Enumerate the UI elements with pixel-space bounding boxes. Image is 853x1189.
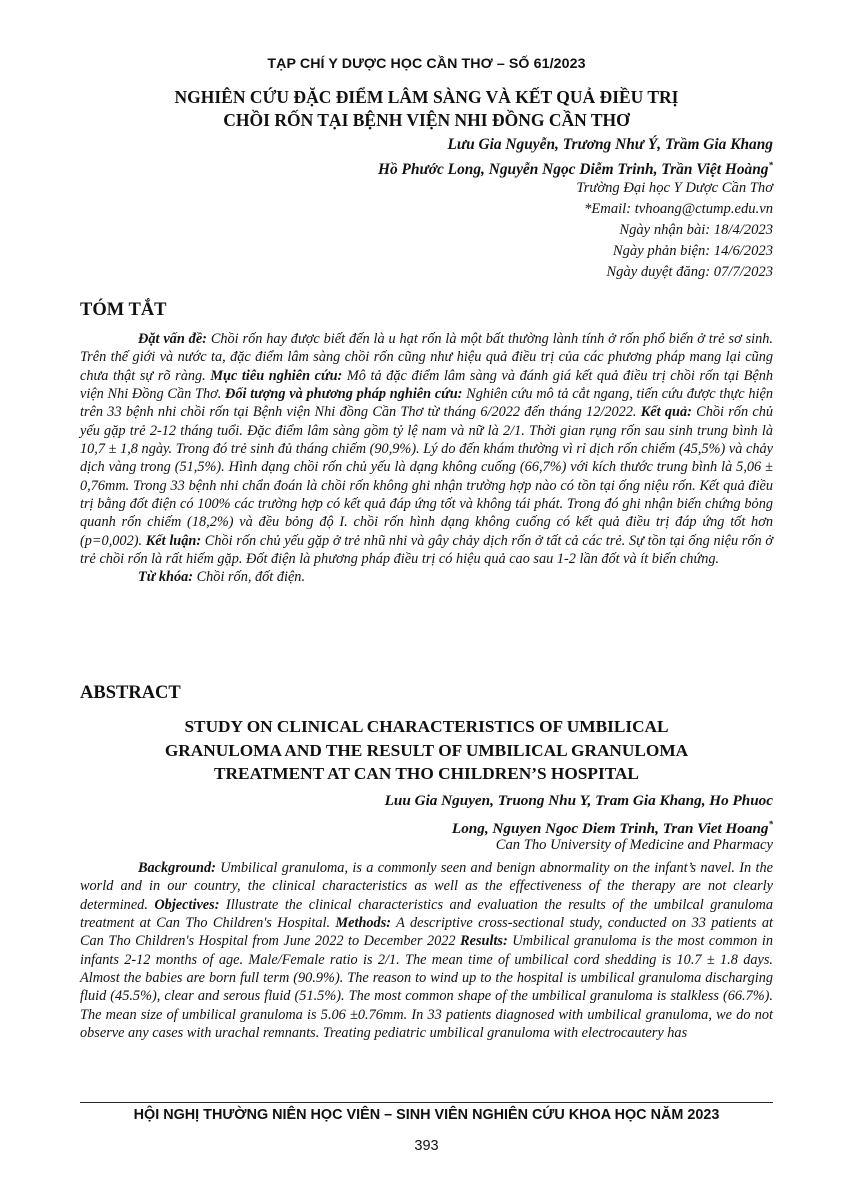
methods-label-en: Methods: xyxy=(335,915,392,932)
keywords-text-vi: Chồi rốn, đốt điện. xyxy=(193,569,306,586)
authors-vi-line-2 xyxy=(378,155,773,180)
authors-vi-line-2-text: Hồ Phước Long, Nguyễn Ngọc Diễm Trinh, Trần Việt Hoàng xyxy=(378,161,769,179)
title-en-line-1: STUDY ON CLINICAL CHARACTERISTICS OF UMBILICAL xyxy=(184,717,669,736)
results-label-en: Results: xyxy=(460,933,508,950)
title-vi-line-1: NGHIÊN CỨU ĐẶC ĐIỂM LÂM SÀNG VÀ KẾT QUẢ ĐIỀU TRỊ xyxy=(174,87,679,107)
article-title-vietnamese xyxy=(80,86,773,132)
authors-en-line-2 xyxy=(213,813,773,841)
title-en-line-3: TREATMENT AT CAN THO CHILDREN’S HOSPITAL xyxy=(214,764,639,783)
article-title-english xyxy=(80,715,773,786)
keywords-label-vi: Từ khóa: xyxy=(138,569,194,586)
abstract-vi-body xyxy=(80,330,773,587)
abstract-vi-heading: TÓM TẮT xyxy=(80,300,167,320)
abstract-vi-paragraph xyxy=(80,330,773,568)
objectives-label-en: Objectives: xyxy=(154,896,220,913)
conclusion-text-vi: Chồi rốn chủ yếu gặp ở trẻ nhũ nhi và gây chảy dịch rốn ở tất cả các trẻ. Sự tồn tại ống niệu rốn ở trẻ chồi rốn là rất hiếm gặp. Đốt điện là phương pháp điều trị có hiệu quả cao sau 1-2 lần đốt và ít biến chứng. xyxy=(80,532,773,568)
background-label-en: Background: xyxy=(138,860,216,876)
date-received: Ngày nhận bài: 18/4/2023 xyxy=(619,222,773,238)
keywords-vi xyxy=(80,568,773,586)
objectives-label-vi: Mục tiêu nghiên cứu: xyxy=(210,367,343,384)
authors-en-line-2-text: Long, Nguyen Ngoc Diem Trinh, Tran Viet Hoang xyxy=(451,819,769,837)
conference-footer: HỘI NGHỊ THƯỜNG NIÊN HỌC VIÊN – SINH VIÊN NGHIÊN CỨU KHOA HỌC NĂM 2023 xyxy=(133,1107,720,1123)
authors-vietnamese xyxy=(378,134,773,180)
abstract-en-body xyxy=(80,859,773,1042)
methods-text-vi: Nghiên cứu mô tả cắt ngang, tiến cứu được thực hiện trên 33 bệnh nhi chồi rốn tại Bệnh viện Nhi đồng Cần Thơ từ tháng 6/2022 đến tháng 12/2022. xyxy=(80,386,773,421)
abstract-en-heading: ABSTRACT xyxy=(80,683,181,703)
methods-label-vi: Đối tượng và phương pháp nghiên cứu: xyxy=(225,386,463,403)
title-en-line-2: GRANULOMA AND THE RESULT OF UMBILICAL GRANULOMA xyxy=(164,740,689,760)
corresponding-author-mark-en: * xyxy=(768,818,773,829)
authors-vi-line-1: Lưu Gia Nguyễn, Trương Như Ý, Trầm Gia Khang xyxy=(447,136,773,153)
title-vi-line-2: CHỒI RỐN TẠI BỆNH VIỆN NHI ĐỒNG CẦN THƠ xyxy=(223,110,630,130)
affiliation-vi: Trường Đại học Y Dược Cần Thơ xyxy=(576,180,773,196)
corresponding-email: *Email: tvhoang@ctump.edu.vn xyxy=(584,201,773,217)
objectives-text-vi: Mô tả đặc điểm lâm sàng và đánh giá kết quả điều trị chồi rốn tại Bệnh viện Nhi Đồng Cần Thơ. xyxy=(80,367,773,403)
methods-text-en: A descriptive cross-sectional study, conducted on 33 patients at Can Tho Children's Hospital from June 2022 to December 2022 xyxy=(80,915,773,950)
affiliation-en: Can Tho University of Medicine and Pharmacy xyxy=(495,837,773,853)
conclusion-label-vi: Kết luận: xyxy=(145,532,202,549)
background-text-vi: Chồi rốn hay được biết đến là u hạt rốn là một bất thường lành tính ở rốn phổ biến ở trẻ sơ sinh. Trên thế giới và nước ta, đặc điểm lâm sàng chồi rốn cũng như hiệu quả điều trị của các phương pháp mang lại cũng chưa thật sự rõ ràng. xyxy=(80,331,774,384)
affiliation-block xyxy=(576,178,773,283)
corresponding-author-mark: * xyxy=(768,160,773,170)
date-reviewed: Ngày phản biện: 14/6/2023 xyxy=(612,243,773,259)
authors-en-line-1: Luu Gia Nguyen, Truong Nhu Y, Tram Gia Khang, Ho Phuoc xyxy=(384,792,773,809)
results-label-vi: Kết quả: xyxy=(640,404,692,421)
footer-divider xyxy=(80,1102,773,1103)
journal-header: TẠP CHÍ Y DƯỢC HỌC CẦN THƠ – SỐ 61/2023 xyxy=(267,56,586,72)
results-text-en: Umbilical granuloma is the most common in infants 2-12 months of age. Male/Female ratio is 2/1. The mean time of umbilical cord shedding is 10.7 ± 1.8 days. Almost the babies are born full term (90.9%). The reason to wind up to the hospital is umbilical granuloma discharging fluid (45.5%), clear and serous fluid (51.5%). The most common shape of the umbilical granuloma is stalkless (66.7%). The mean size of umbilical granuloma is 5.06 ±0.76mm. In 33 patients diagnosed with umbilical granuloma, we do not observe any cases with urachal remnants. Treating pediatric umbilical granuloma with electrocautery has xyxy=(80,933,773,1042)
abstract-en-paragraph xyxy=(80,859,773,1042)
authors-english xyxy=(213,790,773,840)
date-accepted: Ngày duyệt đăng: 07/7/2023 xyxy=(606,264,773,280)
background-text-en: Umbilical granuloma, is a commonly seen and benign abnormality on the infant’s navel. In the world and in our country, the clinical characteristics as well as the effectiveness of the therapy are not clearly determined. xyxy=(80,860,773,913)
objectives-text-en: Illustrate the clinical characteristics and evaluation the results of the umbilcal granuloma treatment at Can Tho Children's Hospital. xyxy=(80,896,773,932)
background-label-vi: Đặt vấn đề: xyxy=(138,331,207,347)
results-text-vi: Chồi rốn chủ yếu gặp trẻ 2-12 tháng tuổi. Đặc điểm lâm sàng gồm tỷ lệ nam và nữ là 2/1. Thời gian rụng rốn sau sinh trung bình là 10,7 ± 1,8 ngày. Trong đó trẻ sinh đủ tháng chiếm (90,9%). Lý do đến khám thường vì rỉ dịch rốn chiếm (45,5%) và chảy dịch vàng trong (51,5%). Hình dạng chồi rốn chủ yếu là dạng không cuống (66,7%) với kích thước trung bình là 5,06 ± 0,76mm. Trong 33 bệnh nhi chẩn đoán là chồi rốn không ghi nhận trường hợp nào có tồn tại ống niệu rốn. Kết quả điều trị bằng đốt điện có 100% các trường hợp có kết quả đáp ứng tốt và không tái phát. Trong đó ghi nhận biến chứng bỏng quanh rốn chiếm (18,2%) và đều bỏng độ I. chồi rốn hình dạng không cuống có kết quả điều trị đáp ứng tốt hơn (p=0,002). xyxy=(80,404,774,549)
page-number: 393 xyxy=(414,1138,439,1154)
